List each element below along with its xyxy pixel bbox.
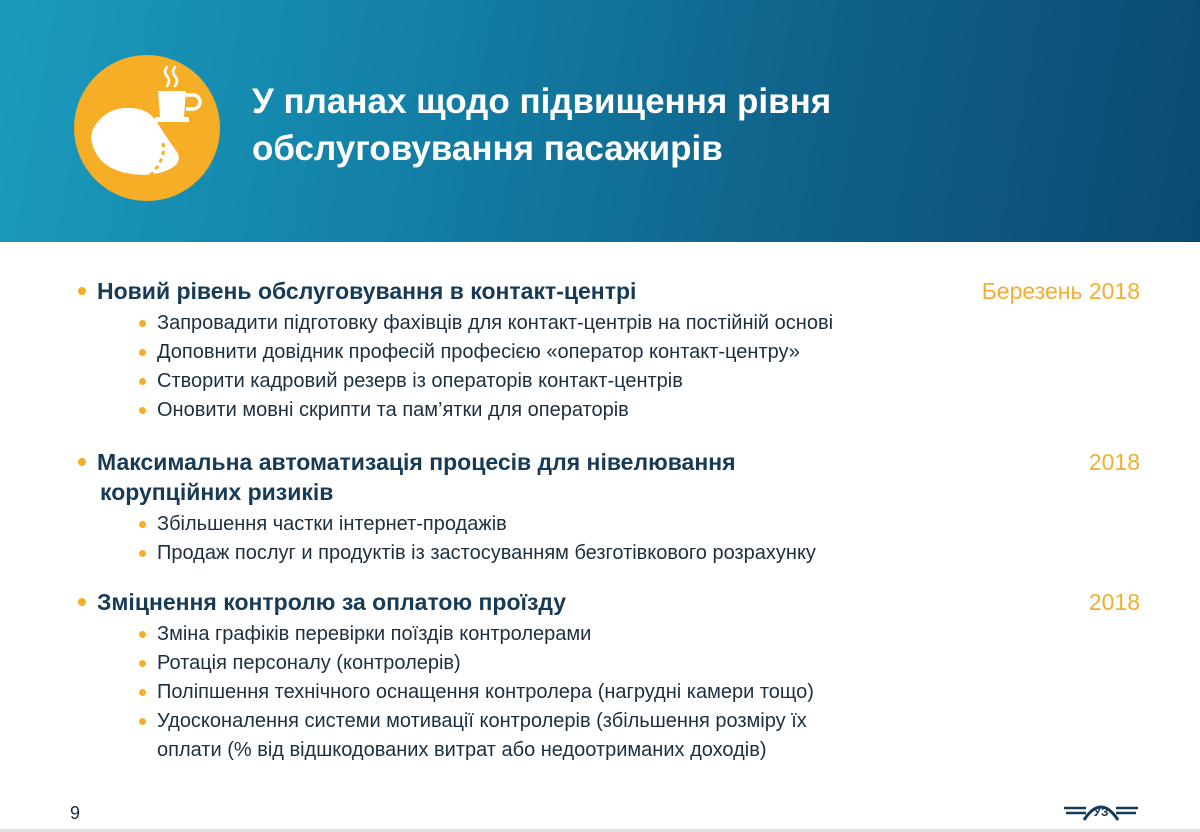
bullet-icon <box>139 550 146 557</box>
page-title <box>252 78 1152 172</box>
bullet-icon <box>139 349 146 356</box>
header-icon-circle <box>74 55 220 201</box>
section-items <box>78 309 1142 425</box>
section-date: 2018 <box>1088 449 1140 475</box>
list-item: Доповнити довідник професій професією «оператор контакт-центру» <box>139 338 1142 367</box>
bullet-icon <box>139 660 146 667</box>
section-fare-control <box>78 587 1142 765</box>
header-banner <box>0 0 1200 242</box>
uz-railway-logo-icon <box>1062 794 1140 826</box>
section-items <box>78 620 1142 765</box>
section-heading <box>78 447 1142 507</box>
bullet-icon <box>139 521 146 528</box>
section-heading <box>78 276 1142 306</box>
list-item: Оновити мовні скрипти та пам’ятки для операторів <box>139 396 1142 425</box>
page-title-line-2: обслуговування пасажирів <box>252 129 723 168</box>
bullet-icon <box>139 689 146 696</box>
list-item: Удосконалення системи мотивації контролерів (збільшення розміру їх оплати (% від відшкодованих витрат або недоотриманих доходів) <box>139 707 1142 765</box>
list-item: Зміна графіків перевірки поїздів контролерами <box>139 620 1142 649</box>
section-heading-text: Зміцнення контролю за оплатою проїзду <box>97 589 567 615</box>
page-title-line-1: У планах щодо підвищення рівня <box>252 82 832 121</box>
list-item: Запровадити підготовку фахівців для контакт-центрів на постійній основі <box>139 309 1142 338</box>
bullet-icon <box>139 320 146 327</box>
bullet-icon <box>78 598 86 606</box>
section-automation <box>78 447 1142 568</box>
bullet-icon <box>78 458 86 466</box>
section-heading-text-line-2: корупційних ризиків <box>100 479 334 505</box>
section-date: Березень 2018 <box>981 278 1140 304</box>
bullet-icon <box>139 407 146 414</box>
bullet-icon <box>139 378 146 385</box>
section-date: 2018 <box>1088 589 1140 615</box>
section-contact-center <box>78 276 1142 425</box>
section-heading-text: Максимальна автоматизація процесів для нівелювання <box>97 449 736 475</box>
section-heading-text: Новий рівень обслуговування в контакт-центрі <box>97 278 637 304</box>
list-item: Збільшення частки інтернет-продажів <box>139 510 1142 539</box>
bullet-icon <box>139 718 146 725</box>
pillow-and-tea-glass-icon <box>74 55 220 201</box>
list-item: Продаж послуг и продуктів із застосуванням безготівкового розрахунку <box>139 539 1142 568</box>
bullet-icon <box>78 287 86 295</box>
section-heading <box>78 587 1142 617</box>
section-items <box>78 510 1142 568</box>
list-item: Створити кадровий резерв із операторів контакт-центрів <box>139 367 1142 396</box>
page-number: 9 <box>70 803 81 823</box>
logo-text: УЗ <box>1093 805 1109 819</box>
list-item: Ротація персоналу (контролерів) <box>139 649 1142 678</box>
bullet-icon <box>139 631 146 638</box>
list-item: Поліпшення технічного оснащення контролера (нагрудні камери тощо) <box>139 678 1142 707</box>
